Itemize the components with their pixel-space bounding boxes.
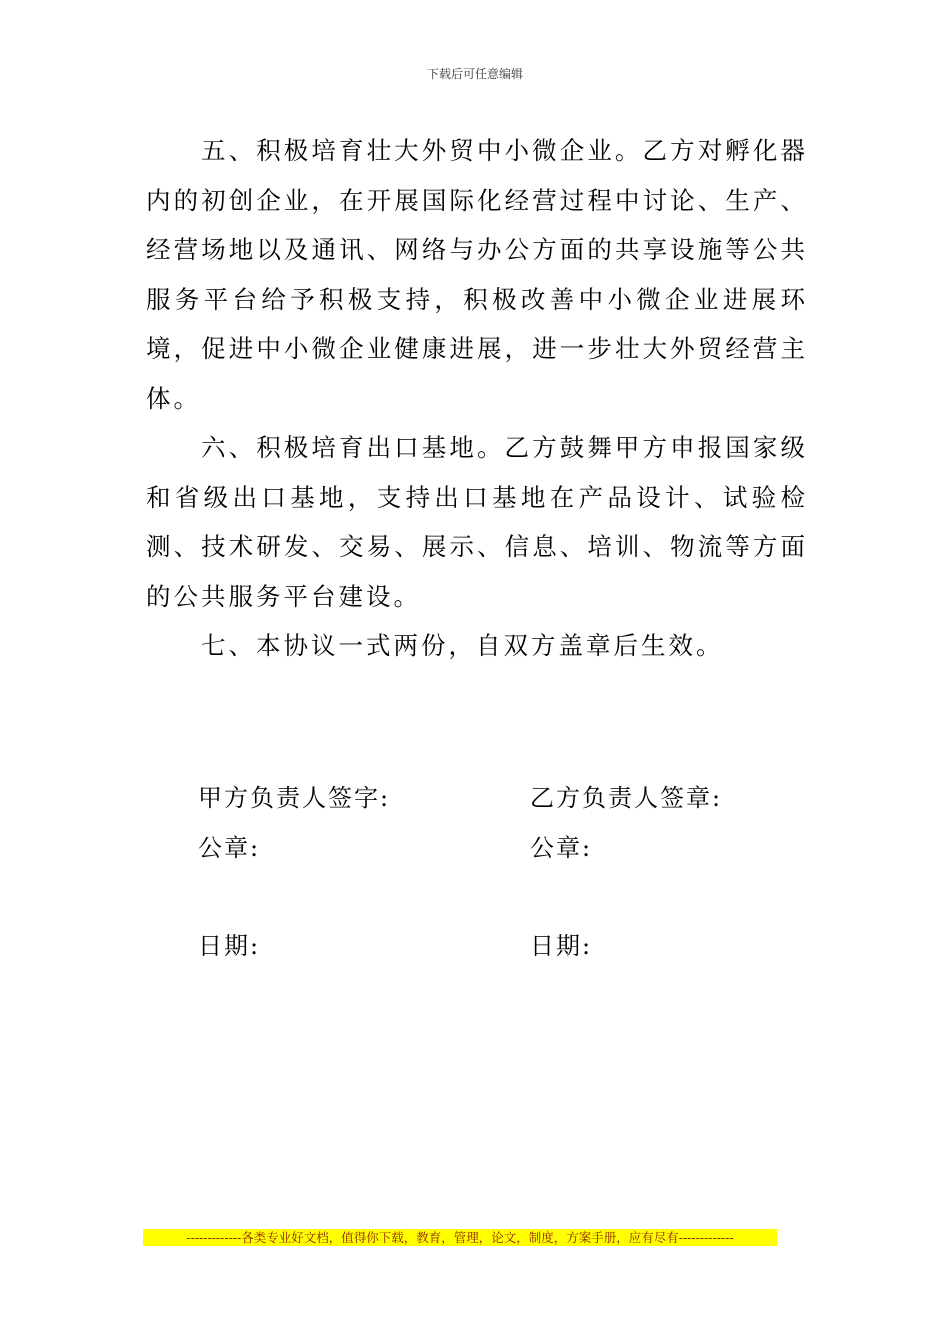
party-b-seal-label: 公章: [530, 834, 593, 862]
paragraph-clause-5: 五、积极培育壮大外贸中小微企业。乙方对孵化器内的初创企业，在开展国际化经营过程中讨论、生产、经营场地以及通讯、网络与办公方面的共享设施等公共服务平台给予积极支持，积极改善中小微企业进展环境，促进中小微企业健康进展，进一步壮大外贸经营主体。 [146, 136, 808, 413]
header-note: 下载后可任意编辑 [426, 67, 523, 81]
party-b-signer-label: 乙方负责人签章: [530, 784, 723, 812]
paragraph-clause-6: 六、积极培育出口基地。乙方鼓舞甲方申报国家级和省级出口基地，支持出口基地在产品设计、试验检测、技术研发、交易、展示、信息、培训、物流等方面的公共服务平台建设。 [146, 433, 808, 611]
paragraph-clause-7: 七、本协议一式两份，自双方盖章后生效。 [201, 631, 724, 660]
party-b-date-label: 日期: [530, 932, 593, 960]
party-a-date-label: 日期: [198, 932, 261, 960]
party-a-signer-label: 甲方负责人签字: [198, 784, 391, 812]
document-body [146, 126, 808, 671]
footer-banner: -------------各类专业好文档，值得你下载，教育，管理，论文，制度，方案手册，应有尽有------------- [143, 1229, 777, 1246]
party-a-seal-label: 公章: [198, 834, 261, 862]
